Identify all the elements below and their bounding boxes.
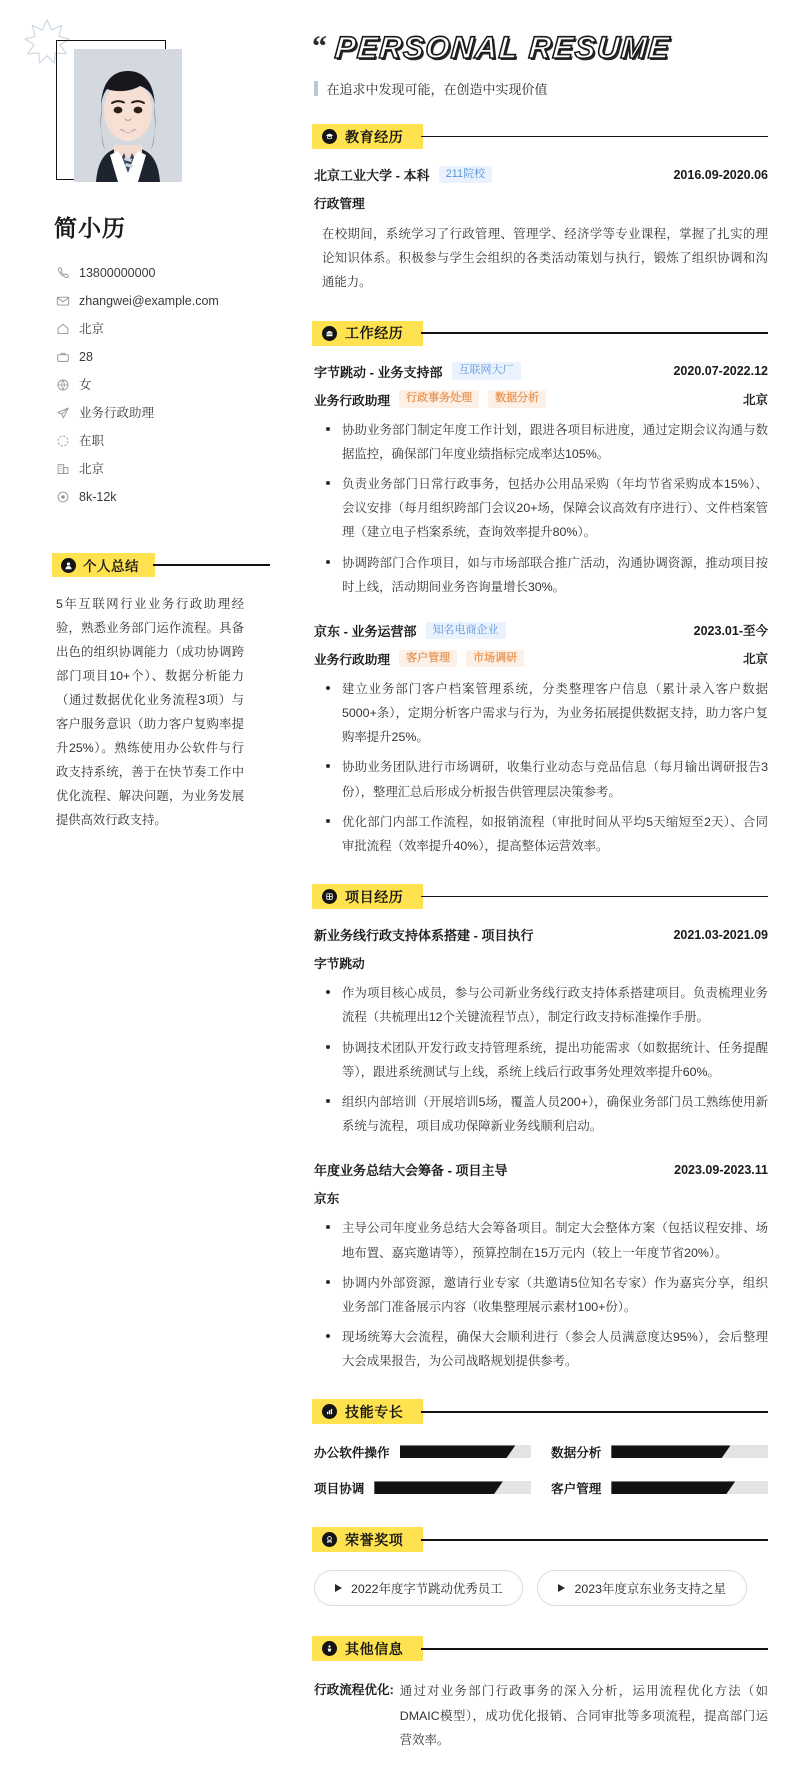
other-info-row: [314, 1679, 768, 1752]
contact-value: 8k-12k: [79, 489, 117, 504]
grid-circle-icon: [322, 889, 337, 904]
bullet-item: 负责业务部门日常行政事务，包括办公用品采购（年均节省采购成本15%）、会议安排（每月组织跨部门会议20+场，保障会议高效有序进行）、文件档案管理（建立电子档案系统，查询效率提升80%）。: [322, 472, 768, 545]
skill-row: [551, 1478, 768, 1497]
section-header-education: [312, 124, 768, 149]
bullet-item: 优化部门内部工作流程，如报销流程（审批时间从平均5天缩短至2天）、合同审批流程（效率提升40%），提高整体运营效率。: [322, 810, 768, 858]
company-tag: 互联网大厂: [452, 362, 521, 380]
paper-plane-icon: [56, 406, 70, 420]
contact-value: 业务行政助理: [79, 405, 155, 420]
bullet-item: 主导公司年度业务总结大会筹备项目。制定大会整体方案（包括议程安排、场地布置、嘉宾邀请等），预算控制在15万元内（较上一年度节省20%）。: [322, 1216, 768, 1264]
header-rule: [421, 896, 768, 897]
education-date: 2016.09-2020.06: [673, 167, 768, 182]
building-icon: [56, 462, 70, 476]
project-date: 2023.09-2023.11: [674, 1162, 768, 1177]
award-label: 2022年度字节跳动优秀员工: [351, 1582, 503, 1597]
section-title: 教育经历: [345, 128, 404, 145]
motto-text: 在追求中发现可能，在创造中实现价值: [326, 82, 548, 97]
quote-icon: “: [312, 30, 327, 63]
bullet-item: 协调跨部门合作项目，如与市场部联合推广活动，沟通协调资源，推动项目按时上线，活动期间业务咨询量增长30%。: [322, 551, 768, 599]
info-circle-icon: [322, 1641, 337, 1656]
project-name: 新业务线行政支持体系搭建 - 项目执行: [314, 928, 534, 944]
bullet-item: 建立业务部门客户档案管理系统，分类整理客户信息（累计录入客户数据5000+条），定期分析客户需求与行为，为业务拓展提供数据支持，助力客户复购率提升25%。: [322, 677, 768, 750]
skill-row: [314, 1442, 531, 1461]
section-header-skills: [312, 1399, 768, 1424]
contact-list: [56, 259, 270, 511]
project-date: 2021.03-2021.09: [673, 927, 768, 942]
project-company: 京东: [314, 1192, 340, 1207]
page-title: 简小历: [54, 215, 126, 241]
contact-job-title: [56, 399, 270, 427]
work-location: 北京: [742, 652, 768, 667]
section-header-projects: [312, 884, 768, 909]
summary-text: 5年互联网行业业务行政助理经验，熟悉业务部门运作流程。具备出色的组织协调能力（成功协调跨部门项目10+个）、数据分析能力（通过数据优化业务流程3项）与客户服务意识（助力客户复购率提升25%）。熟练使用办公软件与行政支持系统，善于在快节奏工作中优化流程、解决问题，为业务发展提供高效行政支持。: [56, 597, 244, 827]
contact-hometown: [56, 315, 270, 343]
section-title: 工作经历: [345, 325, 404, 342]
briefcase-icon: [56, 350, 70, 364]
project-name: 年度业务总结大会筹备 - 项目主导: [314, 1163, 508, 1179]
mail-icon: [56, 294, 70, 308]
skill-tag: 市场调研: [466, 650, 524, 668]
award-item: [537, 1570, 746, 1606]
skill-bar-track: [611, 1481, 768, 1494]
education-description: 在校期间，系统学习了行政管理、管理学、经济学等专业课程，掌握了扎实的理论知识体系。积极参与学生会组织的各类活动策划与执行，锻炼了组织协调和沟通能力。: [322, 227, 768, 290]
skill-tag: 行政事务处理: [399, 390, 479, 408]
bullet-item: 协助业务团队进行市场调研，收集行业动态与竞品信息（每月输出调研报告3份），整理汇总后形成分析报告供管理层决策参考。: [322, 755, 768, 803]
contact-value: zhangwei@example.com: [79, 293, 219, 308]
section-title: 荣誉奖项: [345, 1531, 404, 1548]
education-entry: [314, 165, 768, 295]
globe-icon: [56, 378, 70, 392]
section-title: 技能专长: [345, 1403, 404, 1420]
motto-accent-bar: [314, 81, 318, 96]
skill-bar-track: [611, 1445, 768, 1458]
awards-list: [314, 1570, 768, 1606]
work-bullets: [322, 418, 768, 599]
award-item: [314, 1570, 523, 1606]
contact-age: [56, 343, 270, 371]
skill-bar-track: [374, 1481, 531, 1494]
skill-bar-track: [400, 1445, 531, 1458]
briefcase-circle-icon: [322, 326, 337, 341]
project-company: 字节跳动: [314, 957, 365, 972]
company-name: 字节跳动 - 业务支持部: [314, 364, 443, 380]
target-icon: [56, 490, 70, 504]
header-rule: [421, 1539, 768, 1540]
education-major: 行政管理: [314, 197, 365, 211]
contact-salary: [56, 483, 270, 511]
photo-block: [56, 40, 206, 188]
sidebar: [0, 0, 296, 1778]
bullet-item: 作为项目核心成员，参与公司新业务线行政支持体系搭建项目。负责梳理业务流程（共梳理出12个关键流程节点），制定行政支持标准操作手册。: [322, 981, 768, 1029]
header-rule: [421, 332, 768, 333]
skill-bar-fill: [611, 1445, 730, 1458]
work-bullets: [322, 677, 768, 858]
avatar: [74, 49, 182, 182]
project-bullets: [322, 981, 768, 1138]
contact-email: [56, 287, 270, 315]
bullet-item: 协调内外部资源，邀请行业专家（共邀请5位知名专家）作为嘉宾分享，组织业务部门准备展示内容（收集整理展示素材100+份）。: [322, 1271, 768, 1319]
work-entry: [314, 362, 768, 599]
skill-label: 项目协调: [314, 1482, 365, 1497]
section-title: 项目经历: [345, 888, 404, 905]
header-rule: [153, 564, 270, 565]
bar-chart-circle-icon: [322, 1404, 337, 1419]
work-location: 北京: [742, 393, 768, 408]
bullet-item: 组织内部培训（开展培训5场，覆盖人员200+），确保业务部门员工熟练使用新系统与流程，项目成功保障新业务线顺利启动。: [322, 1090, 768, 1138]
skill-label: 数据分析: [551, 1446, 602, 1461]
play-triangle-icon: [558, 1584, 565, 1592]
skills-grid: [314, 1442, 768, 1497]
section-header-work: [312, 321, 768, 346]
award-label: 2023年度京东业务支持之星: [574, 1582, 726, 1597]
section-header-other: [312, 1636, 768, 1661]
skill-bar-fill: [400, 1445, 516, 1458]
sidebar-section-title: 个人总结: [83, 559, 139, 574]
header-rule: [421, 1648, 768, 1649]
header-rule: [421, 136, 768, 137]
skill-bar-fill: [611, 1481, 735, 1494]
job-role: 业务行政助理: [314, 393, 391, 408]
award-circle-icon: [322, 1532, 337, 1547]
graduation-cap-icon: [322, 129, 337, 144]
skill-row: [314, 1478, 531, 1497]
phone-icon: [56, 266, 70, 280]
other-info-label: 行政流程优化:: [314, 1683, 394, 1698]
skill-row: [551, 1442, 768, 1461]
contact-phone: [56, 259, 270, 287]
resume-title: PERSONAL RESUME: [333, 30, 672, 65]
work-date: 2020.07-2022.12: [673, 364, 768, 379]
home-icon: [56, 322, 70, 336]
header-rule: [421, 1411, 768, 1412]
project-entry: [314, 925, 768, 1138]
contact-value: 北京: [79, 321, 105, 336]
person-icon: [61, 558, 76, 573]
bullet-item: 协调技术团队开发行政支持管理系统，提出功能需求（如数据统计、任务提醒等），跟进系统测试与上线，系统上线后行政事务处理效率提升60%。: [322, 1036, 768, 1084]
section-title: 其他信息: [345, 1640, 404, 1657]
skill-label: 客户管理: [551, 1482, 602, 1497]
section-header-awards: [312, 1527, 768, 1552]
project-entry: [314, 1160, 768, 1373]
contact-city: [56, 455, 270, 483]
work-date: 2023.01-至今: [693, 624, 768, 639]
contact-value: 女: [79, 377, 92, 392]
school-tag: 211院校: [439, 166, 493, 184]
play-triangle-icon: [335, 1584, 342, 1592]
job-role: 业务行政助理: [314, 652, 391, 667]
school-name: 北京工业大学 - 本科: [314, 168, 430, 183]
contact-value: 北京: [79, 461, 105, 476]
skill-tag: 数据分析: [488, 390, 546, 408]
motto-row: [314, 79, 768, 98]
company-tag: 知名电商企业: [426, 622, 506, 640]
skill-tag: 客户管理: [399, 650, 457, 668]
contact-status: [56, 427, 270, 455]
work-entry: [314, 621, 768, 858]
other-info-body: 通过对业务部门行政事务的深入分析，运用流程优化方法（如DMAIC模型），成功优化报销、合同审批等多项流程，提高部门运营效率。: [399, 1684, 768, 1747]
main-content: [296, 0, 794, 1778]
skill-label: 办公软件操作: [314, 1446, 390, 1461]
circle-dashed-icon: [56, 434, 70, 448]
contact-gender: [56, 371, 270, 399]
bullet-item: 现场统筹大会流程，确保大会顺利进行（参会人员满意度达95%），会后整理大会成果报告，为公司战略规划提供参考。: [322, 1325, 768, 1373]
contact-value: 13800000000: [79, 265, 156, 280]
bullet-item: 协助业务部门制定年度工作计划，跟进各项目标进度，通过定期会议沟通与数据监控，确保部门年度业绩指标完成率达105%。: [322, 418, 768, 466]
resume-title-row: [312, 30, 768, 66]
contact-value: 28: [79, 349, 93, 364]
project-bullets: [322, 1216, 768, 1373]
contact-value: 在职: [79, 433, 105, 448]
company-name: 京东 - 业务运营部: [314, 623, 417, 639]
skill-bar-fill: [374, 1481, 502, 1494]
sidebar-section-header-summary: [52, 553, 270, 577]
